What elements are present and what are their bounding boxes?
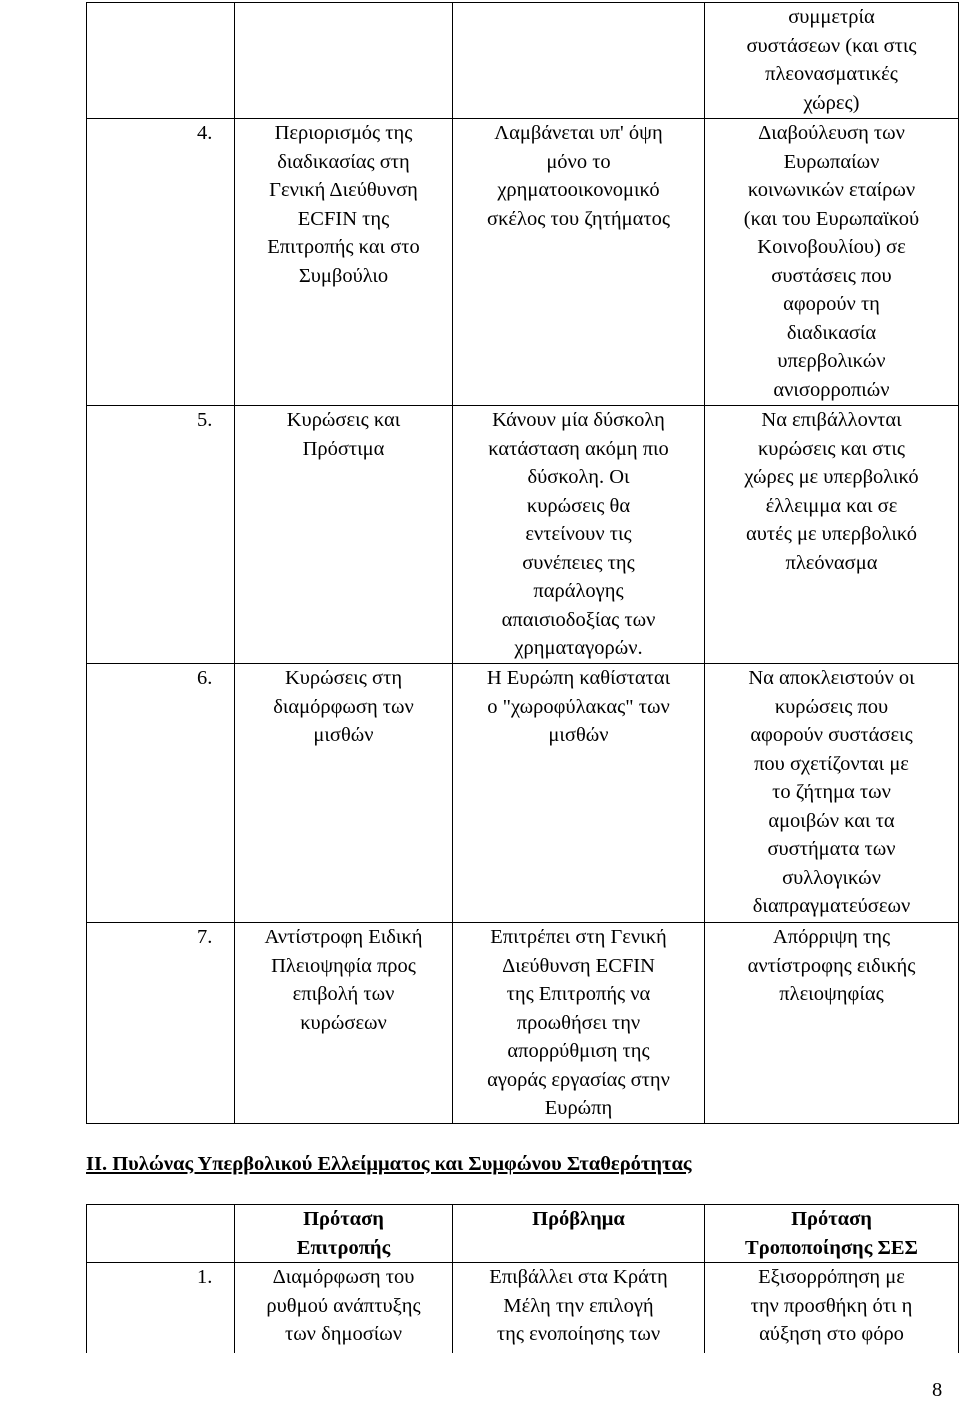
table-row	[87, 664, 959, 923]
row-proposal: Διαβούλευση των Ευρωπαίων κοινωνικών εταίρων (και του Ευρωπαϊκού Κοινοβουλίου) σε συστάσεις που αφορούν τη διαδικασία υπερβολικών ανισορροπιών	[705, 119, 959, 406]
row-number-cell	[87, 664, 235, 923]
proposals-table	[86, 1204, 959, 1353]
measures-table	[86, 2, 959, 1124]
page-number: 8	[932, 1379, 943, 1401]
row-number-cell	[87, 406, 235, 664]
row-problem: Λαμβάνεται υπ' όψη μόνο το χρηματοοικονομικό σκέλος του ζητήματος	[453, 119, 705, 406]
row-number: 4.	[197, 122, 213, 144]
row-problem: Κάνουν μία δύσκολη κατάσταση ακόμη πιο δύσκολη. Οι κυρώσεις θα εντείνουν τις συνέπειες της παράλογης απαισιοδοξίας των χρηματαγορών.	[453, 406, 705, 664]
row-number-cell	[87, 1263, 235, 1353]
table-row	[87, 3, 959, 119]
section-heading: ΙΙ. Πυλώνας Υπερβολικού Ελλείμματος και Συμφώνου Σταθερότητας	[86, 1153, 692, 1175]
header-proposal-amendment: Πρόταση Τροποποίησης ΣΕΣ	[705, 1205, 959, 1263]
row-number: 5.	[197, 409, 213, 431]
table-header-row	[87, 1205, 959, 1263]
header-number-cell	[87, 1205, 235, 1263]
row-proposal: Να αποκλειστούν οι κυρώσεις που αφορούν συστάσεις που σχετίζονται με το ζήτημα των αμοιβών και τα συστήματα των συλλογικών διαπραγματεύσεων	[705, 664, 959, 923]
table-row	[87, 406, 959, 664]
row-title: Αντίστροφη Ειδική Πλειοψηφία προς επιβολή των κυρώσεων	[235, 923, 453, 1124]
row-number-cell	[87, 3, 235, 119]
row-title: Περιορισμός της διαδικασίας στη Γενική Διεύθυνση ECFIN της Επιτροπής και στο Συμβούλιο	[235, 119, 453, 406]
header-proposal-commission: Πρόταση Επιτροπής	[235, 1205, 453, 1263]
row-number: 1.	[197, 1266, 213, 1288]
row-problem: Επιτρέπει στη Γενική Διεύθυνση ECFIN της Επιτροπής να προωθήσει την απορρύθμιση της αγοράς εργασίας στην Ευρώπη	[453, 923, 705, 1124]
row-number-cell	[87, 923, 235, 1124]
table-row	[87, 923, 959, 1124]
row-title: Κυρώσεις και Πρόστιμα	[235, 406, 453, 664]
table-row	[87, 1263, 959, 1353]
table-row	[87, 119, 959, 406]
header-problem: Πρόβλημα	[453, 1205, 705, 1263]
row-number: 6.	[197, 667, 213, 689]
row-proposal: συμμετρία συστάσεων (και στις πλεονασματικές χώρες)	[705, 3, 959, 119]
row-proposal: Εξισορρόπηση με την προσθήκη ότι η αύξηση στο φόρο	[705, 1263, 959, 1353]
row-title: Κυρώσεις στη διαμόρφωση των μισθών	[235, 664, 453, 923]
row-number: 7.	[197, 926, 213, 948]
row-proposal: Απόρριψη της αντίστροφης ειδικής πλειοψηφίας	[705, 923, 959, 1124]
row-title: Διαμόρφωση του ρυθμού ανάπτυξης των δημοσίων	[235, 1263, 453, 1353]
row-proposal: Να επιβάλλονται κυρώσεις και στις χώρες με υπερβολικό έλλειμμα και σε αυτές με υπερβολικό πλεόνασμα	[705, 406, 959, 664]
row-title	[235, 3, 453, 119]
row-problem: Επιβάλλει στα Κράτη Μέλη την επιλογή της ενοποίησης των	[453, 1263, 705, 1353]
row-problem	[453, 3, 705, 119]
row-number-cell	[87, 119, 235, 406]
row-problem: Η Ευρώπη καθίσταται ο "χωροφύλακας" των μισθών	[453, 664, 705, 923]
